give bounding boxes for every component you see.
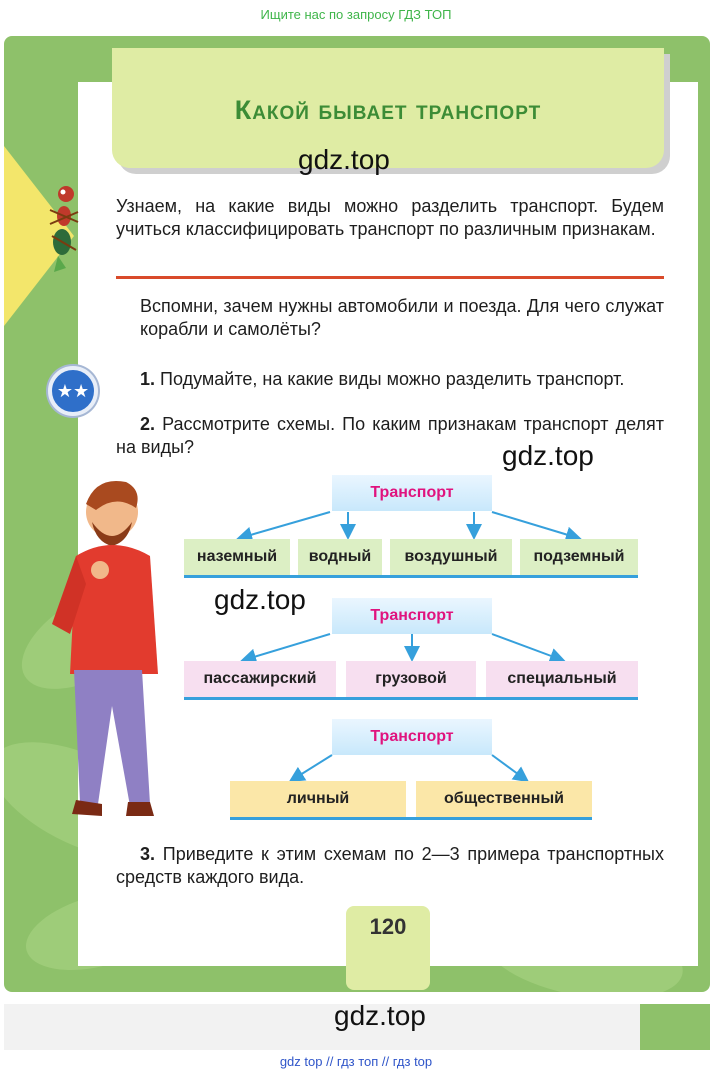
scheme-3-child: личный — [230, 781, 406, 817]
task-1-text: Подумайте, на какие виды можно разделить транспорт. — [160, 369, 625, 389]
star-badge-icon: ★★ — [48, 366, 98, 416]
next-page-green-edge — [640, 1004, 710, 1050]
scheme-1-child: подземный — [520, 539, 638, 575]
scheme-2-child: пассажирский — [184, 661, 336, 697]
scheme-1-root: Транспорт — [332, 475, 492, 511]
watermark: gdz.top — [502, 440, 594, 471]
watermark: gdz.top — [334, 1000, 426, 1031]
footer-links[interactable]: gdz top // гдз топ // гдз top — [279, 1054, 433, 1069]
scheme-1-child: наземный — [184, 539, 290, 575]
scheme-1-child: воздушный — [390, 539, 512, 575]
recall-paragraph: Вспомни, зачем нужны автомобили и поезда. Для чего служат корабли и самолёты? — [140, 296, 664, 339]
page-title: Какой бывает транспорт — [234, 95, 542, 125]
scheme-1-baseline — [184, 575, 638, 578]
intro-paragraph: Узнаем, на какие виды можно разделить транспорт. Будем учиться классифицировать транспорт по различным признакам. — [116, 196, 664, 239]
scheme-3-child: общественный — [416, 781, 592, 817]
task-3-number: 3. — [140, 844, 156, 864]
watermark: gdz.top — [214, 584, 306, 615]
scheme-1-child: водный — [298, 539, 382, 575]
scheme-2-child: грузовой — [346, 661, 476, 697]
search-banner[interactable]: Ищите нас по запросу ГДЗ ТОП — [260, 7, 452, 22]
scheme-3-baseline — [230, 817, 592, 820]
scheme-2-root: Транспорт — [332, 598, 492, 634]
task-3-text: Приведите к этим схемам по 2—3 примера транспортных средств каждого вида. — [116, 844, 664, 887]
page-number: 120 — [369, 914, 407, 939]
task-2-number: 2. — [140, 414, 156, 434]
task-3 — [116, 843, 664, 889]
watermark: gdz.top — [298, 144, 390, 175]
scheme-2-baseline — [184, 697, 638, 700]
scheme-3-root: Транспорт — [332, 719, 492, 755]
task-1-number: 1. — [140, 369, 156, 389]
task-2-text: Рассмотрите схемы. По каким признакам транспорт делят на виды? — [116, 414, 664, 457]
scheme-2-child: специальный — [486, 661, 638, 697]
